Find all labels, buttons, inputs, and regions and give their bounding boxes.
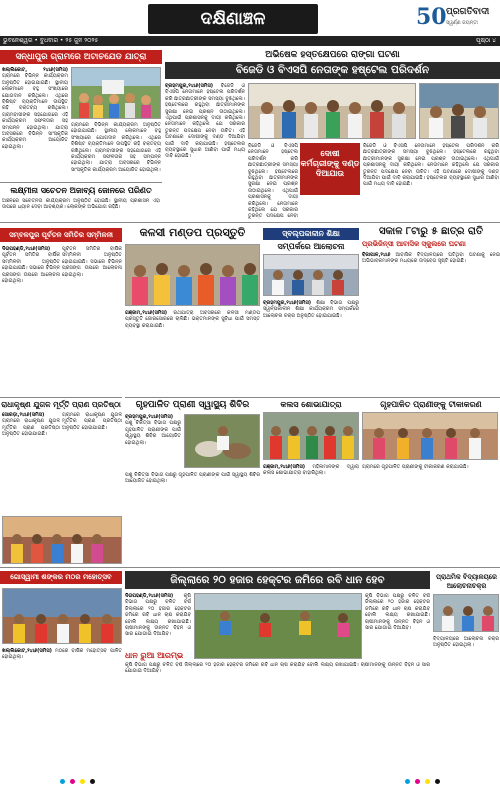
story10-photo[interactable] xyxy=(362,412,498,460)
story5-body xyxy=(125,310,260,394)
story9-text: ମହିଳାମାନଙ୍କ ଦ୍ୱାରା କଲସ ଶୋଭାଯାତ୍ରା ବାହାରିଥିଲା। xyxy=(263,464,359,477)
festival-photo xyxy=(3,589,122,644)
story14-subheadline[interactable]: ଆଲୋଚନାଚକ୍ର xyxy=(446,582,487,590)
vaccination-photo xyxy=(363,413,498,460)
logo-name: ପ୍ରଗତିବାଦୀ xyxy=(446,7,490,17)
story2-kicker[interactable]: ଅଭିଷେକ ହସ୍ତକ୍ଷେପରେ ରାଙ୍ଗା ଘଟଣା xyxy=(265,50,400,60)
story9-headline[interactable]: କଲସ ଶୋଭାଯାତ୍ରା xyxy=(280,400,342,409)
page-number: ପୃଷ୍ଠା ୪ xyxy=(475,37,496,44)
story1-headline[interactable]: ସନ୍ଧାପୁର ଗ୍ରାମରେ ଅଟାଚଯେଡ ଯାତ୍ରା xyxy=(0,50,162,64)
story9-body xyxy=(263,464,359,512)
story12-photo[interactable] xyxy=(2,588,122,644)
story2-headline[interactable]: ବିଜେଡି ଓ ବିଏସପି ନେତାଙ୍କ ହଷ୍ଟେଲ ପରିଦର୍ଶନ xyxy=(165,62,500,79)
story3-body: ଅଞ୍ଚଳରେ ସଚେତନତା କାର୍ଯ୍ୟକ୍ରମ ଅନୁଷ୍ଠିତ ହୋଇଛି। ସ୍ଥାନୀୟ ପ୍ରଶାସନ ଏହା ଉପରେ ଧ୍ୟାନ ଦେବା ଆବଶ୍ୟକ। ଲୋକଙ୍କ ଅଭିଯୋଗ ରହିଛି। xyxy=(2,198,160,211)
story11-text-2: ଗ୍ରାମରେ ରାଧାକୃଷ୍ଣ ଯୁଗଳ ମୂର୍ତ୍ତିର ପ୍ରାଣ ପ୍ରତିଷ୍ଠା ଅନୁଷ୍ଠିତ ହୋଇଯାଇଛି। xyxy=(62,412,122,431)
school-photo xyxy=(434,595,499,632)
story6-headline[interactable]: ସ୍ବଲ୍ପକାଳୀନ ଶିକ୍ଷା xyxy=(263,228,359,240)
print-registration-marks xyxy=(0,779,500,784)
story6-subheadline[interactable]: ସମ୍ପର୍କରେ ଆଲୋଚନା xyxy=(277,242,345,251)
divider xyxy=(0,222,500,223)
story5-photo[interactable] xyxy=(125,244,260,306)
divider xyxy=(0,567,500,568)
story11-body xyxy=(2,412,60,512)
divider xyxy=(0,182,162,183)
section-title: ଦକ୍ଷିଣାଞ୍ଚଳ xyxy=(148,4,318,34)
story2-text-2: ବିଜେଡି ଓ ବିଏସପି ନେତାମାନେ ହଷ୍ଟେଲ ପରିଦର୍ଶନ କରି ଛାତ୍ରଛାତ୍ରୀଙ୍କ ସମସ୍ୟା ବୁଝିଥିଲେ। ହଷ୍ଟେଲରେ ରହୁଥିବା ଛାତ୍ରୀମାନଙ୍କ ସୁରକ୍ଷା ନେଇ ପ୍ରଶ୍ନ ଉଠାଇଥିଲେ। ଏଥିପାଇଁ ପ୍ରଶାସନକୁ ଦାୟୀ କରିଥିଲେ। ନେତାମାନେ କହିଥିଲେ ଯେ ସରକାର ତୁରନ୍ତ ପଦକ୍ଷେପ ନେବା xyxy=(248,143,298,219)
story12-body xyxy=(2,648,122,776)
story9-byline: ଗଞ୍ଜାମ,୨୪ା୬(ସମିସ) xyxy=(263,464,306,470)
story13-text-3: କୃଷି ବିଭାଗ ପକ୍ଷରୁ ଚଳିତ ବର୍ଷ ଜିଲ୍ଲାରେ ୨୦ ହଜାର ହେକ୍ଟର ଜମିରେ ରବି ଧାନ ଚାଷ କରାଯିବ ବୋଲି ଲକ୍ଷ୍ୟ ରଖାଯାଇଛି। ଚାଷୀମାନଙ୍କୁ ଉନ୍ନତ ବିହନ ଓ ସାର ଯୋଗାଇ ଦିଆଯିବ। xyxy=(125,662,430,675)
story4-text-2: ପୂର୍ବତନ ସମିତିର ବାର୍ଷିକ ସମ୍ମିଳନୀ ଅନୁଷ୍ଠିତ ହୋଇଯାଇଛି। ସଭାରେ ବିଭିନ୍ନ ପ୍ରସଙ୍ଗ ଉପରେ ଆଲୋଚନା ହୋଇଥିଲା। xyxy=(62,246,122,278)
story10-body: ଗ୍ରାମରେ ଗୃହପାଳିତ ପ୍ରାଣୀଙ୍କୁ ଟୀକାକରଣ କରାଯାଇଛି। xyxy=(362,464,469,470)
cyan-dot xyxy=(60,779,65,784)
story6-text: ଶିକ୍ଷା ବିଭାଗ ପକ୍ଷରୁ ସ୍ୱଳ୍ପକାଳୀନ ଶିକ୍ଷା କାର୍ଯ୍ୟକ୍ରମ ସମ୍ପର୍କରେ ଆଲୋଚନା ଚକ୍ର ଅନୁଷ୍ଠିତ ହୋଇଯାଇଛି। xyxy=(263,300,359,319)
story13-headline[interactable]: ଜିଲ୍ଲାରେ ୨୦ ହଜାର ହେକ୍ଟର ଜମିରେ ରବି ଧାନ ହେବ xyxy=(125,571,430,589)
story12-text: ମଠରେ ବାର୍ଷିକ ମହୋତ୍ସବ ପାଳିତ ହୋଇଥିଲା। xyxy=(2,648,122,661)
story7-byline: ବିଜାପାଳ,୨୪ା୬ xyxy=(362,252,391,258)
story4-text: ପୂର୍ବତନ ସମିତିର ବାର୍ଷିକ ସମ୍ମିଳନୀ ଅନୁଷ୍ଠିତ ହୋଇଯାଇଛି। ସଭାରେ ବିଭିନ୍ନ ପ୍ରସଙ୍ଗ ଉପରେ ଆଲୋଚନା ହୋଇଥିଲା। xyxy=(2,252,60,285)
story8-text: ପଶୁ ଚିକିତ୍ସା ବିଭାଗ ପକ୍ଷରୁ ଗୃହପାଳିତ ପ୍ରାଣୀଙ୍କ ପାଇଁ ସ୍ୱାସ୍ଥ୍ୟ ଶିବିର ଆୟୋଜିତ ହୋଇଥିଲା। xyxy=(125,420,181,446)
story2-photo[interactable] xyxy=(248,83,416,139)
divider xyxy=(0,397,122,398)
black-dot xyxy=(90,779,95,784)
story2-body-col2 xyxy=(248,143,298,219)
story12-byline: ଖଲ୍ଲିକୋଟ,୨୪ା୬(ସମିସ) xyxy=(2,648,52,654)
story11-text: ଗ୍ରାମରେ ରାଧାକୃଷ୍ଣ ଯୁଗଳ ମୂର୍ତ୍ତିର ପ୍ରାଣ ପ୍ରତିଷ୍ଠା ଅନୁଷ୍ଠିତ ହୋଇଯାଇଛି। xyxy=(2,418,60,438)
story6-photo[interactable] xyxy=(263,254,359,296)
divider xyxy=(125,397,500,398)
story13-text: କୃଷି ବିଭାଗ ପକ୍ଷରୁ ଚଳିତ ବର୍ଷ ଜିଲ୍ଲାରେ ୨୦ ହଜାର ହେକ୍ଟର ଜମିରେ ରବି ଧାନ ଚାଷ କରାଯିବ ବୋଲି ଲକ୍ଷ୍ୟ ରଖାଯାଇଛି। ଚାଷୀମାନଙ୍କୁ ଉନ୍ନତ ବିହନ ଓ ସାର ଯୋଗାଇ ଦିଆଯିବ। xyxy=(125,593,191,638)
story7-body xyxy=(362,252,500,394)
story1-body-cont xyxy=(71,122,161,178)
meeting-photo xyxy=(249,84,416,139)
story5-headline[interactable]: କଳସୀ ମଣ୍ଡପ ପ୍ରସ୍ତୁତି xyxy=(139,226,246,239)
story1-body xyxy=(2,67,68,177)
story7-text: ଆବାସିକ ବିଦ୍ୟାଳୟରେ ଘଟିଥିବା ଘଟଣାକୁ ନେଇ ଅଭିଭାବକମାନଙ୍କ ମଧ୍ୟରେ ଉଦ୍‌ବେଗ ସୃଷ୍ଟି ହୋଇଛି। xyxy=(362,252,500,265)
procession-photo xyxy=(264,413,359,460)
women-gathering-photo xyxy=(126,245,260,306)
seminar-photo xyxy=(264,255,359,296)
story10-headline[interactable]: ଗୃହପାଳିତ ପ୍ରାଣୀଙ୍କୁ ଟୀକାକରଣ xyxy=(380,400,482,409)
story13-subhead: ଧାନ ରୁଆ ଆରମ୍ଭ xyxy=(125,651,184,660)
story14-photo[interactable] xyxy=(433,594,499,632)
logo-tagline: ସ୍ୱର୍ଣ୍ଣ ଜୟନ୍ତୀ xyxy=(446,20,478,26)
story2-body-col3 xyxy=(363,143,499,219)
black-dot xyxy=(435,779,440,784)
story5-text: ରଥଯାତ୍ରା ଅବସରରେ କଳସୀ ମଣ୍ଡପ ପ୍ରସ୍ତୁତି ଜୋରସୋରରେ ଚାଲିଛି। ଭକ୍ତମାନଙ୍କ ସୁବିଧା ପାଇଁ ସମସ୍ତ ବ୍ୟବସ୍ଥା କରାଯାଇଛି। xyxy=(125,310,260,329)
story2-text: ବିଜେଡି ଓ ବିଏସପି ନେତାମାନେ ହଷ୍ଟେଲ ପରିଦର୍ଶନ କରି ଛାତ୍ରଛାତ୍ରୀଙ୍କ ସମସ୍ୟା ବୁଝିଥିଲେ। ହଷ୍ଟେଲରେ ରହୁଥିବା ଛାତ୍ରୀମାନଙ୍କ ସୁରକ୍ଷା ନେଇ ପ୍ରଶ୍ନ ଉଠାଇଥିଲେ। ଏଥିପାଇଁ ପ୍ରଶାସନକୁ ଦାୟୀ କରିଥିଲେ। ନେତାମାନେ କହିଥିଲେ ଯେ ସରକାର ତୁରନ୍ତ ପଦକ୍ଷେପ ନେବା ଉଚିତ। ଏହି ଘଟଣାରେ ଦୋଷୀଙ୍କୁ ଦଣ୍ଡ ଦିଆଯିବା ପାଇଁ ଦାବି କରାଯାଇଛି। ହଷ୍ଟେଲର ବ୍ୟବସ୍ଥାରେ ସୁଧାର ଆଣିବା ପାଇଁ ମଧ୍ୟ ଦାବି ହୋଇଛି। xyxy=(165,83,245,160)
story1-photo[interactable] xyxy=(71,67,161,119)
yellow-dot xyxy=(80,779,85,784)
story11-byline: ସୋରଡ଼ା,୨୪ା୬(ସମିସ) xyxy=(2,412,45,418)
story8-body xyxy=(125,414,181,468)
story2-text-3: ବିଜେଡି ଓ ବିଏସପି ନେତାମାନେ ହଷ୍ଟେଲ ପରିଦର୍ଶନ କରି ଛାତ୍ରଛାତ୍ରୀଙ୍କ ସମସ୍ୟା ବୁଝିଥିଲେ। ହଷ୍ଟେଲରେ ରହୁଥିବା ଛାତ୍ରୀମାନଙ୍କ ସୁରକ୍ଷା ନେଇ ପ୍ରଶ୍ନ ଉଠାଇଥିଲେ। ଏଥିପାଇଁ ପ୍ରଶାସନକୁ ଦାୟୀ କରିଥିଲେ। ନେତାମାନେ କହିଥିଲେ ଯେ ସରକାର ତୁରନ୍ତ ପଦକ୍ଷେପ ନେବା ଉଚିତ। ଏହି ଘଟଣାରେ ଦୋଷୀଙ୍କୁ ଦଣ୍ଡ ଦିଆଯିବା ପାଇଁ ଦାବି କରାଯାଇଛି। ହଷ୍ଟେଲର ବ୍ୟବସ୍ଥାରେ ସୁଧାର ଆଣିବା ପାଇଁ ମଧ୍ୟ ଦାବି ହୋଇଛି। xyxy=(363,143,499,188)
story4-byline: ଦିଗପହଣ୍ଡି,୨୪ା୬(ସମିସ) xyxy=(2,246,51,252)
story6-body xyxy=(263,300,359,394)
temple-photo xyxy=(3,517,122,564)
story13-body-3 xyxy=(125,662,430,776)
dateline-text: ଭୁବନେଶ୍ୱର • ବୁଧବାର • ୨୫ ଜୁନ ୨୦୨୫ xyxy=(3,37,99,44)
story1-text-cont: ଗ୍ରାମରେ ବିଭିନ୍ନ କାର୍ଯ୍ୟକ୍ରମ ଅନୁଷ୍ଠିତ ହୋଇଯାଇଛି। ସ୍ଥାନୀୟ ଲୋକମାନେ ବହୁ ସଂଖ୍ୟାରେ ଯୋଗଦାନ କରିଥିଲେ। ଏଥିରେ ବିଶିଷ୍ଟ ବ୍ୟକ୍ତିମାନେ ଉପସ୍ଥିତ ରହି ବକ୍ତବ୍ୟ ରଖିଥିଲେ। ଗ୍ରାମବାସୀଙ୍କ ସହଯୋଗରେ ଏହି କାର୍ଯ୍ୟକ୍ରମ ସଫଳତାର ସହ ସମ୍ପନ୍ନ ହୋଇଥିଲା। ଯାତ୍ରା ଅବସରରେ ବିଭିନ୍ନ ସାଂସ୍କୃତିକ କାର୍ଯ୍ୟକ୍ରମ ଆୟୋଜିତ ହୋଇଥିଲା। xyxy=(71,122,161,173)
story5-byline: ଗଞ୍ଜାମ,୨୪ା୬(ସମିସ) xyxy=(125,310,168,316)
dateline xyxy=(0,36,500,46)
story14-headline[interactable]: ପ୍ରାଥମିକ ବିଦ୍ୟାଳୟରେ xyxy=(436,573,497,581)
story4-body xyxy=(2,246,60,394)
story3-headline[interactable]: ଲକ୍ଷ୍ମୀନା ସଚେତନ ଅଜାବ୍ୟ ଜୋନରେ ପରିଣତ xyxy=(10,186,152,195)
yellow-dot xyxy=(425,779,430,784)
visit-photo xyxy=(420,84,499,139)
story1-byline: ଖଲ୍ଲିକୋଟ, ୨୪ା୬(ସମିସ) xyxy=(2,67,68,73)
magenta-dot xyxy=(70,779,75,784)
magenta-dot xyxy=(415,779,420,784)
story8-headline[interactable]: ଗୃହପାଳିତ ପ୍ରାଣୀ ସ୍ୱାସ୍ଥ୍ୟ ଶିବିର xyxy=(135,400,250,410)
story11-headline[interactable]: ରାଧାକୃଷ୍ଣ ଯୁଗଳ ମୂର୍ତ୍ତି ପ୍ରାଣ ପ୍ରତିଷ୍ଠା xyxy=(1,400,121,409)
story11-body-2 xyxy=(62,412,122,512)
story8-byline: ବ୍ରହ୍ମପୁର,୨୪ା୬(ସମିସ) xyxy=(125,414,174,420)
story13-body-2 xyxy=(365,593,430,659)
story13-text-2: କୃଷି ବିଭାଗ ପକ୍ଷରୁ ଚଳିତ ବର୍ଷ ଜିଲ୍ଲାରେ ୨୦ ହଜାର ହେକ୍ଟର ଜମିରେ ରବି ଧାନ ଚାଷ କରାଯିବ ବୋଲି ଲକ୍ଷ୍ୟ ରଖାଯାଇଛି। ଚାଷୀମାନଙ୍କୁ ଉନ୍ନତ ବିହନ ଓ ସାର ଯୋଗାଇ ଦିଆଯିବ। xyxy=(365,593,430,632)
story2-pull-quote: ଦୋଷୀ କର୍ମଚାରୀଙ୍କୁ ଦଣ୍ଡ ଦିଆଯାଉ xyxy=(300,143,360,195)
logo-number: 50 xyxy=(416,4,447,30)
paddy-field-photo xyxy=(195,594,362,659)
story9-photo[interactable] xyxy=(263,412,359,460)
story7-headline[interactable]: ସକାଳ ୮ଟାରୁ ୫ ଛାତ୍ର ରାତି xyxy=(379,226,483,237)
crowd-photo xyxy=(72,68,161,119)
story2-body-col1 xyxy=(165,83,245,219)
story8-text-2: ପଶୁ ଚିକିତ୍ସା ବିଭାଗ ପକ୍ଷରୁ ଗୃହପାଳିତ ପ୍ରାଣୀଙ୍କ ପାଇଁ ସ୍ୱାସ୍ଥ୍ୟ ଶିବିର ଆୟୋଜିତ ହୋଇଥିଲା। xyxy=(125,472,260,485)
story11-photo[interactable] xyxy=(2,516,122,564)
story7-subheadline[interactable]: ପ୍ରଭିଜିନ୍ସୀ ଆବାସିକ ସ୍କୁଲରେ ଘଟଣା xyxy=(362,240,466,248)
cattle-camp-photo xyxy=(185,415,260,468)
story14-body: ବିଦ୍ୟାଳୟରେ ଆଲୋଚନା ଚକ୍ର ଅନୁଷ୍ଠିତ ହୋଇଥିଲା। xyxy=(433,636,499,649)
story4-body-2 xyxy=(62,246,122,394)
story8-photo[interactable] xyxy=(184,414,260,468)
cyan-dot xyxy=(405,779,410,784)
story6-byline: ବ୍ରହ୍ମପୁର,୨୪ା୬(ସମିସ) xyxy=(263,300,312,306)
story13-byline: ଦିଗପହଣ୍ଡି,୨୪ା୬(ସମିସ) xyxy=(125,593,174,599)
story4-headline[interactable]: ସମ୍ବଳପୁର ପୂର୍ବତନ ସମିତିର ସମ୍ମିଳନୀ xyxy=(0,228,122,242)
story12-headline[interactable]: ଗୋସ୍ୱାମୀ ଶଙ୍କର ମଠର ମହୋତ୍ସବ xyxy=(0,571,122,584)
story2-byline: ବ୍ରହ୍ମପୁର,୨୪ା୬(ସମିସ) xyxy=(165,83,214,89)
story13-photo[interactable] xyxy=(194,593,362,659)
newspaper-logo[interactable] xyxy=(416,4,498,34)
story2-photo-2[interactable] xyxy=(419,83,499,139)
story13-body xyxy=(125,593,191,647)
story8-body-2 xyxy=(125,472,260,512)
story1-text: ଗ୍ରାମରେ ବିଭିନ୍ନ କାର୍ଯ୍ୟକ୍ରମ ଅନୁଷ୍ଠିତ ହୋଇଯାଇଛି। ସ୍ଥାନୀୟ ଲୋକମାନେ ବହୁ ସଂଖ୍ୟାରେ ଯୋଗଦାନ କରିଥିଲେ। ଏଥିରେ ବିଶିଷ୍ଟ ବ୍ୟକ୍ତିମାନେ ଉପସ୍ଥିତ ରହି ବକ୍ତବ୍ୟ ରଖିଥିଲେ। ଗ୍ରାମବାସୀଙ୍କ ସହଯୋଗରେ ଏହି କାର୍ଯ୍ୟକ୍ରମ ସଫଳତାର ସହ ସମ୍ପନ୍ନ ହୋଇଥିଲା। ଯାତ୍ରା ଅବସରରେ ବିଭିନ୍ନ ସାଂସ୍କୃତିକ କାର୍ଯ୍ୟକ୍ରମ ଆୟୋଜିତ ହୋଇଥିଲା। xyxy=(2,73,68,150)
